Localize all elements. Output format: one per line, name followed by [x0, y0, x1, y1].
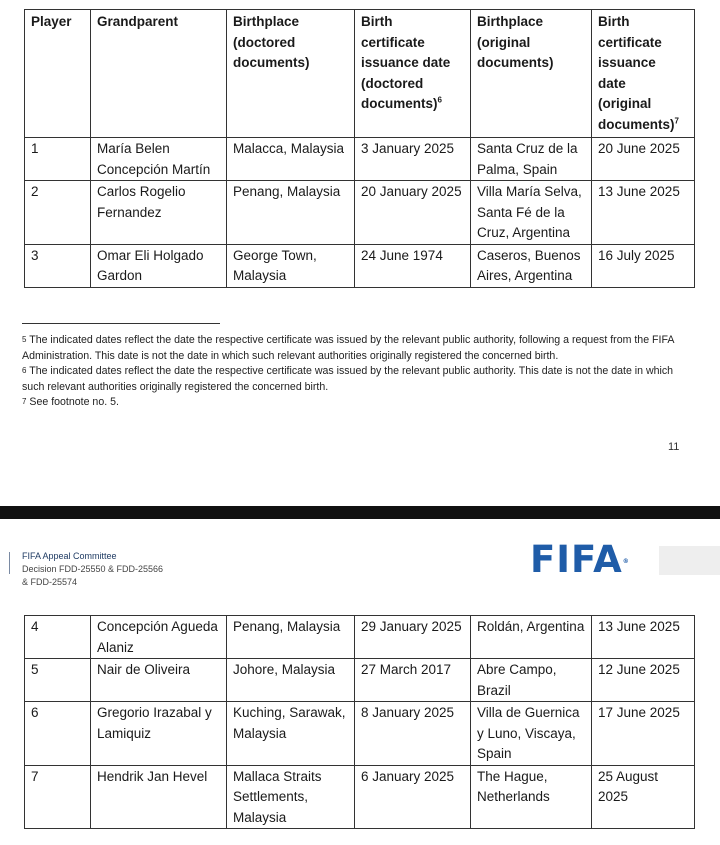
cell-issuance-doctored: 8 January 2025 — [355, 702, 471, 766]
cell-grandparent: Nair de Oliveira — [91, 659, 227, 702]
grandparents-table-part-1 — [24, 9, 695, 288]
cell-birthplace-doctored: George Town, Malaysia — [227, 244, 355, 287]
cell-birthplace-original: Caseros, Buenos Aires, Argentina — [471, 244, 592, 287]
cell-birthplace-doctored: Kuching, Sarawak, Malaysia — [227, 702, 355, 766]
page-separator — [0, 506, 720, 519]
fifa-logo: FIFA® — [530, 538, 629, 581]
cell-issuance-original: 13 June 2025 — [592, 616, 695, 659]
page-number: 11 — [668, 441, 680, 453]
cell-grandparent: Carlos Rogelio Fernandez — [91, 181, 227, 245]
table-row — [25, 702, 695, 766]
grandparents-table-part-2 — [24, 615, 695, 829]
table-header-row — [25, 10, 695, 138]
redaction-box — [659, 546, 720, 575]
cell-issuance-original: 13 June 2025 — [592, 181, 695, 245]
cell-issuance-original: 20 June 2025 — [592, 138, 695, 181]
cell-grandparent: Concepción Agueda Alaniz — [91, 616, 227, 659]
cell-birthplace-doctored: Penang, Malaysia — [227, 181, 355, 245]
cell-birthplace-original: Roldán, Argentina — [471, 616, 592, 659]
cell-issuance-original: 17 June 2025 — [592, 702, 695, 766]
cell-issuance-original: 12 June 2025 — [592, 659, 695, 702]
cell-player: 6 — [25, 702, 91, 766]
footnote-5: $^5$ The indicated dates reflect the date the respective certificate was issued by the relevant public authority, following a request from the FIFA Administration. This date is not the date in which such relevant authorities originally registered the concerned birth. — [22, 334, 674, 362]
table-row — [25, 765, 695, 829]
cell-grandparent: María Belen Concepción Martín — [91, 138, 227, 181]
cell-grandparent: Hendrik Jan Hevel — [91, 765, 227, 829]
cell-player: 1 — [25, 138, 91, 181]
header-grandparent: Grandparent — [91, 10, 227, 138]
cell-player: 2 — [25, 181, 91, 245]
header-player: Player — [25, 10, 91, 138]
cell-player: 5 — [25, 659, 91, 702]
footnote-6: $^6$ The indicated dates reflect the date the respective certificate was issued by the relevant public authority. This date is not the date in which such relevant authorities originally registered the concerned birth. — [22, 365, 674, 393]
table-row — [25, 181, 695, 245]
footnotes — [22, 333, 690, 411]
table-row — [25, 138, 695, 181]
cell-grandparent: Gregorio Irazabal y Lamiquiz — [91, 702, 227, 766]
cell-birthplace-doctored: Mallaca Straits Settlements, Malaysia — [227, 765, 355, 829]
header-birthplace-doctored: Birthplace (doctored documents) — [227, 10, 355, 138]
cell-birthplace-original: Santa Cruz de la Palma, Spain — [471, 138, 592, 181]
cell-issuance-original: 16 July 2025 — [592, 244, 695, 287]
cell-player: 4 — [25, 616, 91, 659]
table-row — [25, 244, 695, 287]
cell-issuance-doctored: 27 March 2017 — [355, 659, 471, 702]
cell-issuance-doctored: 6 January 2025 — [355, 765, 471, 829]
cell-birthplace-original: Villa María Selva, Santa Fé de la Cruz, Argentina — [471, 181, 592, 245]
header-birthplace-original: Birthplace (original documents) — [471, 10, 592, 138]
header-issuance-original: Birth certificate issuance date (original documents)$^7$ — [592, 10, 695, 138]
cell-player: 7 — [25, 765, 91, 829]
decision-reference: Decision FDD-25550 & FDD-25566 — [22, 564, 164, 574]
decision-reference-cont: & FDD-25574 — [22, 577, 78, 587]
header-accent-bar — [9, 552, 10, 574]
cell-birthplace-doctored: Johore, Malaysia — [227, 659, 355, 702]
cell-birthplace-original: Abre Campo, Brazil — [471, 659, 592, 702]
committee-name: FIFA Appeal Committee — [22, 551, 117, 561]
footnote-ref-6: 6 — [437, 95, 442, 105]
cell-issuance-original: 25 August 2025 — [592, 765, 695, 829]
cell-issuance-doctored: 20 January 2025 — [355, 181, 471, 245]
cell-player: 3 — [25, 244, 91, 287]
footnote-ref-7: 7 — [674, 116, 679, 125]
cell-birthplace-doctored: Penang, Malaysia — [227, 616, 355, 659]
cell-issuance-doctored: 29 January 2025 — [355, 616, 471, 659]
cell-issuance-doctored: 24 June 1974 — [355, 244, 471, 287]
table-row — [25, 659, 695, 702]
footnote-7: $^7$ See footnote no. 5. — [22, 396, 119, 408]
table-row — [25, 616, 695, 659]
cell-issuance-doctored: 3 January 2025 — [355, 138, 471, 181]
cell-grandparent: Omar Eli Holgado Gardon — [91, 244, 227, 287]
header-issuance-doctored: Birth certificate issuance date (doctored documents)$^6$ — [355, 10, 471, 138]
cell-birthplace-original: Villa de Guernica y Luno, Viscaya, Spain — [471, 702, 592, 766]
document-header — [22, 550, 163, 589]
cell-birthplace-doctored: Malacca, Malaysia — [227, 138, 355, 181]
cell-birthplace-original: The Hague, Netherlands — [471, 765, 592, 829]
footnote-separator — [22, 323, 220, 324]
